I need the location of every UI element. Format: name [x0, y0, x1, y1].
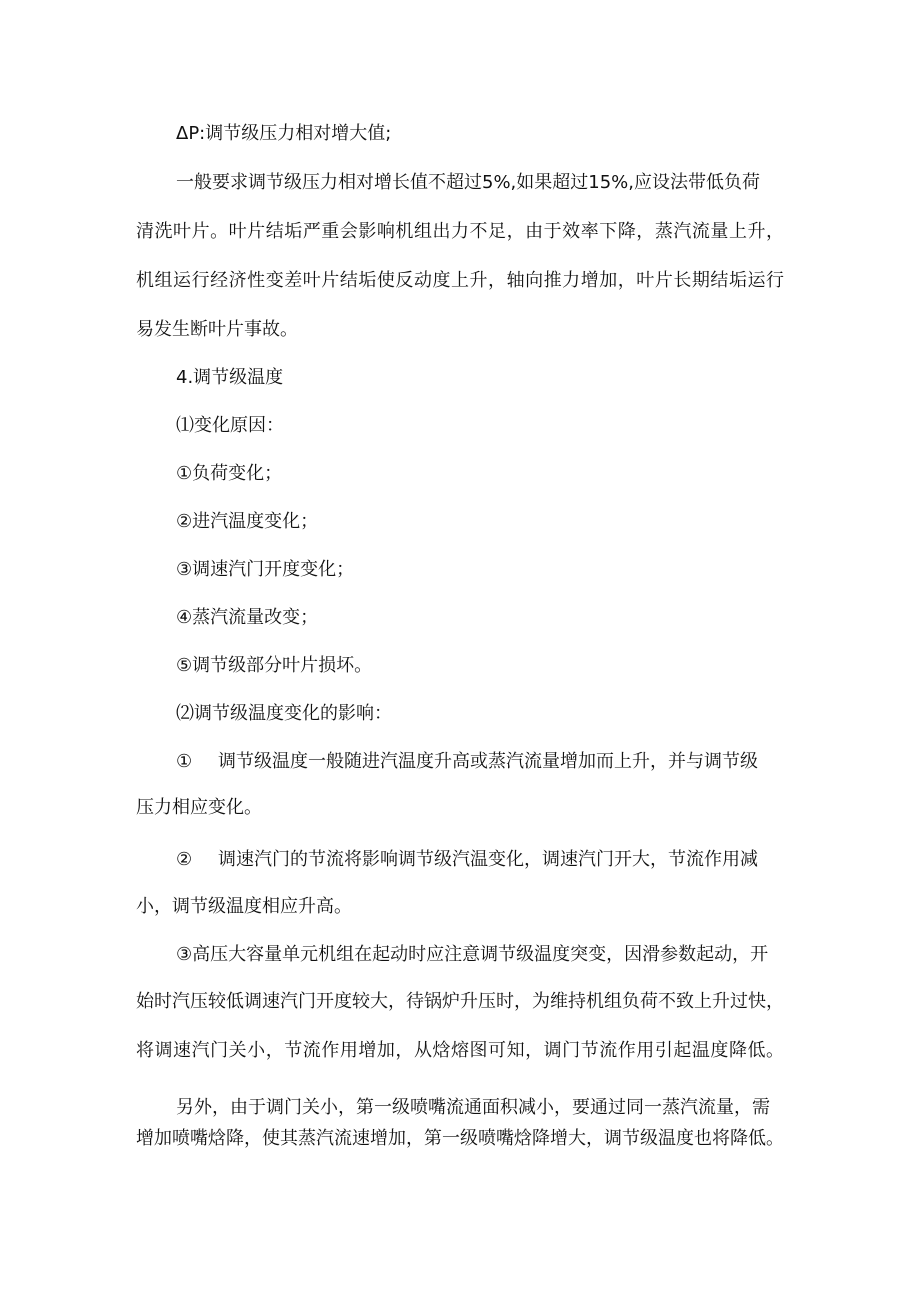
effect-item: [176, 750, 758, 774]
item-number: ②: [176, 849, 193, 870]
paragraph-line: 清洗叶片。叶片结垢严重会影响机组出力不足，由于效率下降，蒸汽流量上升，: [136, 221, 784, 242]
subsection-heading: ⑵调节级温度变化的影响：: [176, 703, 392, 724]
paragraph-line: ③高压大容量单元机组在起动时应注意调节级温度突变，因滑参数起动，开: [176, 944, 769, 965]
cause-item: ③调速汽门开度变化；: [176, 559, 355, 580]
item-number: ①: [176, 751, 193, 772]
cause-item: ②进汽温度变化；: [176, 511, 319, 532]
cause-item: ⑤调节级部分叶片损坏。: [176, 655, 373, 676]
paragraph-line: 一般要求调节级压力相对增长值不超过5%,如果超过15%,应设法带低负荷: [176, 172, 761, 193]
paragraph-line: 小，调节级温度相应升高。: [136, 896, 352, 917]
paragraph-line: 机组运行经济性变差叶片结垢使反动度上升，轴向推力增加，叶片长期结垢运行: [136, 270, 784, 291]
effect-item: [176, 848, 758, 872]
cause-item: ①负荷变化；: [176, 463, 283, 484]
paragraph-line: 压力相应变化。: [136, 797, 262, 818]
cause-item: ④蒸汽流量改变；: [176, 607, 319, 628]
item-text: 调速汽门的节流将影响调节级汽温变化，调速汽门开大，节流作用减: [218, 849, 758, 870]
item-text: 调节级温度一般随进汽温度升高或蒸汽流量增加而上升，并与调节级: [218, 751, 758, 772]
section-heading: 4.调节级温度: [176, 367, 284, 388]
delta-p-definition: ΔP:调节级压力相对增大值;: [176, 123, 392, 144]
subsection-heading: ⑴变化原因：: [176, 415, 284, 436]
paragraph-line: 始时汽压较低调速汽门开度较大，待锅炉升压时，为维持机组负荷不致上升过快，: [136, 991, 784, 1012]
paragraph-line: 增加喷嘴焓降，使其蒸汽流速增加，第一级喷嘴焓降增大，调节级温度也将降低。: [136, 1128, 784, 1149]
paragraph-line: 另外，由于调门关小，第一级喷嘴流通面积减小，要通过同一蒸汽流量，需: [176, 1097, 770, 1118]
paragraph-line: 将调速汽门关小，节流作用增加，从焓熔图可知，调门节流作用引起温度降低。: [136, 1040, 784, 1061]
paragraph-line: 易发生断叶片事故。: [136, 319, 298, 340]
